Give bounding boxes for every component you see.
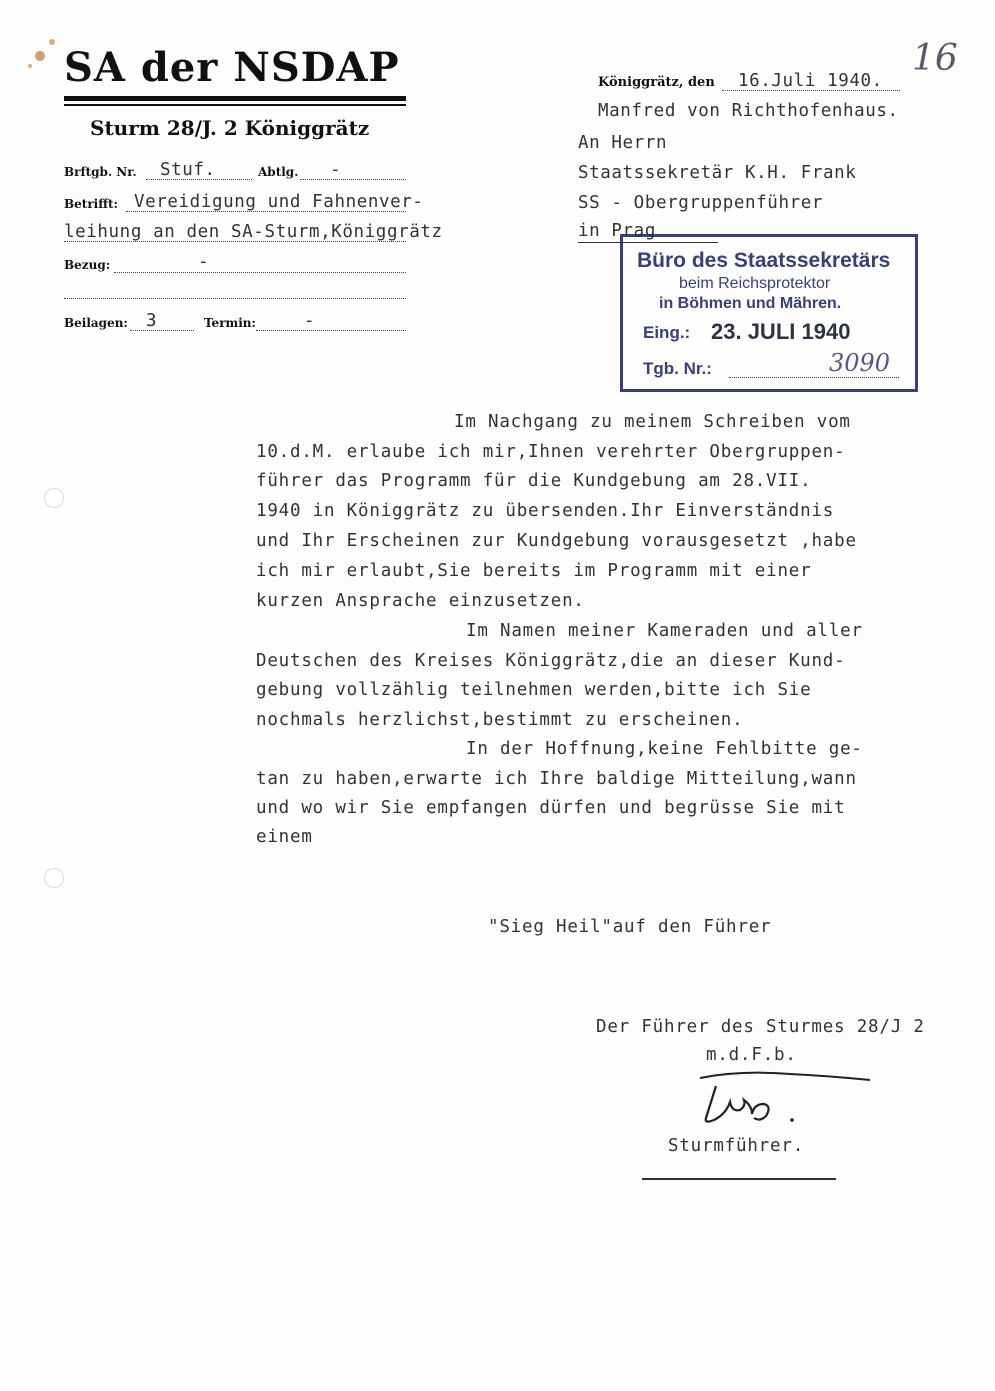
place-label: Königgrätz, den xyxy=(598,75,715,90)
body-line-12: In der Hoffnung,keine Fehlbitte ge- xyxy=(466,739,863,759)
label-betrifft: Betrifft: xyxy=(64,197,119,211)
body-line-5: und Ihr Erscheinen zur Kundgebung vorausgesetzt ,habe xyxy=(256,531,857,551)
body-line-13: tan zu haben,erwarte ich Ihre baldige Mitteilung,wann xyxy=(256,769,857,789)
body-line-9: Deutschen des Kreises Königgrätz,die an dieser Kund- xyxy=(256,651,846,671)
letterhead-unit: Sturm 28/J. 2 Königgrätz xyxy=(90,116,370,140)
body-line-11: nochmals herzlichst,bestimmt zu erscheinen. xyxy=(256,710,744,730)
letterhead-rule-thin xyxy=(64,104,406,106)
punch-hole-bottom xyxy=(44,868,64,888)
addressee-line-1: An Herrn xyxy=(578,133,668,153)
closing-rank: Sturmführer. xyxy=(668,1136,805,1156)
field-line-bezug xyxy=(114,272,406,273)
stamp-line-1: Büro des Staatssekretärs xyxy=(637,249,891,272)
label-bezug: Bezug: xyxy=(64,258,111,272)
folio-number: 16 xyxy=(912,38,958,79)
body-line-7: kurzen Ansprache einzusetzen. xyxy=(256,591,585,611)
letterhead-rule-thick xyxy=(64,96,406,101)
addressee-line-2: Staatssekretär K.H. Frank xyxy=(578,163,857,183)
house-name: Manfred von Richthofenhaus. xyxy=(598,101,899,121)
value-bezug: - xyxy=(198,252,210,272)
punch-hole-top xyxy=(44,488,64,508)
value-brftgb: Stuf. xyxy=(160,160,216,180)
handwritten-signature xyxy=(680,1066,880,1136)
value-betrifft-2: leihung an den SA-Sturm,Königgrätz xyxy=(64,222,443,242)
body-line-6: ich mir erlaubt,Sie bereits im Programm mit einer xyxy=(256,561,812,581)
body-line-3: führer das Programm für die Kundgebung am 28.VII. xyxy=(256,471,812,491)
stamp-tgb-value: 3090 xyxy=(829,349,891,377)
stamp-tgb-label: Tgb. Nr.: xyxy=(643,359,712,378)
body-line-8: Im Namen meiner Kameraden und aller xyxy=(466,621,863,641)
body-line-10: gebung vollzählig teilnehmen werden,bitte ich Sie xyxy=(256,680,812,700)
value-termin: - xyxy=(304,311,316,331)
label-beilagen: Beilagen: xyxy=(64,316,128,330)
stamp-line-2: beim Reichsprotektor xyxy=(679,275,831,292)
stamp-eing-label: Eing.: xyxy=(643,323,691,342)
addressee-line-3: SS - Obergruppenführer xyxy=(578,193,823,213)
closing-signatory: Der Führer des Sturmes 28/J 2 xyxy=(596,1017,925,1037)
closing-salute: "Sieg Heil"auf den Führer xyxy=(488,917,772,937)
field-line-termin xyxy=(256,330,406,331)
label-termin: Termin: xyxy=(204,316,256,330)
receipt-stamp xyxy=(620,234,918,392)
signature-rule xyxy=(642,1178,836,1180)
letterhead-org: SA der NSDAP xyxy=(64,44,400,91)
value-beilagen: 3 xyxy=(146,311,158,331)
body-line-4: 1940 in Königgrätz zu übersenden.Ihr Einverständnis xyxy=(256,501,835,521)
stamp-line-3: in Böhmen und Mähren. xyxy=(659,295,842,312)
body-line-1: Im Nachgang zu meinem Schreiben vom xyxy=(454,412,851,432)
label-brftgb: Brftgb. Nr. xyxy=(64,165,137,179)
field-line-abtlg xyxy=(300,179,406,180)
body-line-14: und wo wir Sie empfangen dürfen und begrüsse Sie mit xyxy=(256,798,846,818)
addressee-line-4: in Prag xyxy=(578,221,656,241)
label-abtlg: Abtlg. xyxy=(258,165,299,179)
field-line-bezug-2 xyxy=(64,298,406,299)
stamp-tgb-line xyxy=(729,377,899,378)
closing-mdfb: m.d.F.b. xyxy=(706,1045,797,1065)
stamp-eing-date: 23. JULI 1940 xyxy=(711,319,851,344)
field-line-beilagen xyxy=(130,330,194,331)
body-line-15: einem xyxy=(256,827,313,847)
value-betrifft-1: Vereidigung und Fahnenver- xyxy=(134,192,424,212)
value-abtlg: - xyxy=(330,160,342,180)
letter-date: 16.Juli 1940. xyxy=(738,71,883,91)
body-line-2: 10.d.M. erlaube ich mir,Ihnen verehrter Obergruppen- xyxy=(256,442,846,462)
